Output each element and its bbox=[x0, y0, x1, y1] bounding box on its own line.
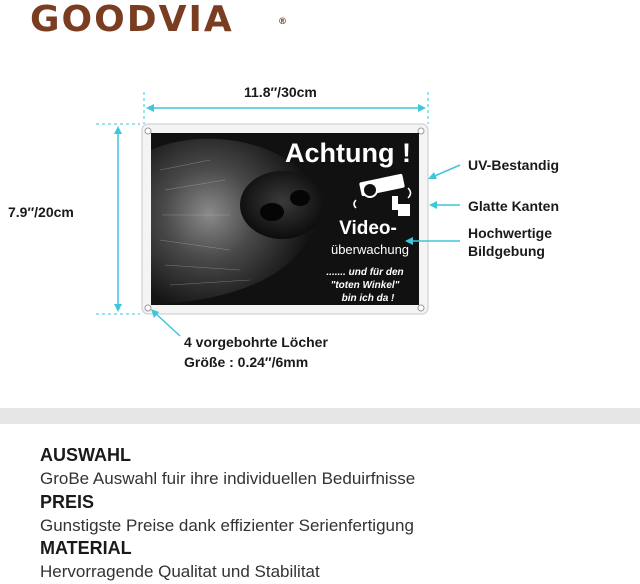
info-section-selection bbox=[40, 443, 415, 491]
sign-line-1: ....... und für den bbox=[326, 267, 404, 278]
info-heading: AUSWAHL bbox=[40, 445, 131, 465]
holes-line-1: 4 vorgebohrte Löcher bbox=[184, 334, 328, 350]
uv-callout-arrow bbox=[428, 165, 460, 179]
height-arrow bbox=[114, 126, 122, 312]
width-arrow bbox=[146, 104, 426, 112]
info-text: Gunstigste Preise dank effizienter Serienfertigung bbox=[40, 516, 414, 535]
holes-callout bbox=[184, 332, 328, 372]
info-heading: PREIS bbox=[40, 492, 95, 512]
registered-mark: ® bbox=[278, 17, 289, 27]
edges-callout-arrow bbox=[429, 201, 460, 209]
brand-name: GOODVIA bbox=[30, 0, 234, 40]
info-text: Hervorragende Qualitat und Stabilitat bbox=[40, 562, 320, 581]
info-heading: MATERIAL bbox=[40, 538, 132, 558]
divider-band bbox=[0, 408, 640, 424]
feature-print-line-2: Bildgebung bbox=[468, 243, 545, 259]
feature-uv: UV-Bestandig bbox=[468, 157, 560, 173]
sign-line-2: "toten Winkel" bbox=[330, 280, 400, 291]
feature-print bbox=[468, 224, 598, 260]
info-section-price bbox=[40, 490, 414, 538]
width-label: 11.8″/30cm bbox=[244, 84, 317, 100]
sign-subtitle-1: Video- bbox=[339, 218, 397, 239]
sign-title: Achtung ! bbox=[285, 138, 411, 168]
feature-edges: Glatte Kanten bbox=[468, 198, 560, 214]
sign-subtitle-2: überwachung bbox=[330, 242, 410, 257]
info-text: GroBe Auswahl fuir ihre individuellen Beduirfnisse bbox=[40, 469, 416, 488]
info-section-material bbox=[40, 536, 320, 584]
holes-line-2: Größe : 0.24″/6mm bbox=[184, 354, 309, 370]
height-label: 7.9″/20cm bbox=[8, 204, 74, 220]
feature-print-line-1: Hochwertige bbox=[468, 225, 553, 241]
sign-line-3: bin ich da ! bbox=[341, 293, 395, 304]
